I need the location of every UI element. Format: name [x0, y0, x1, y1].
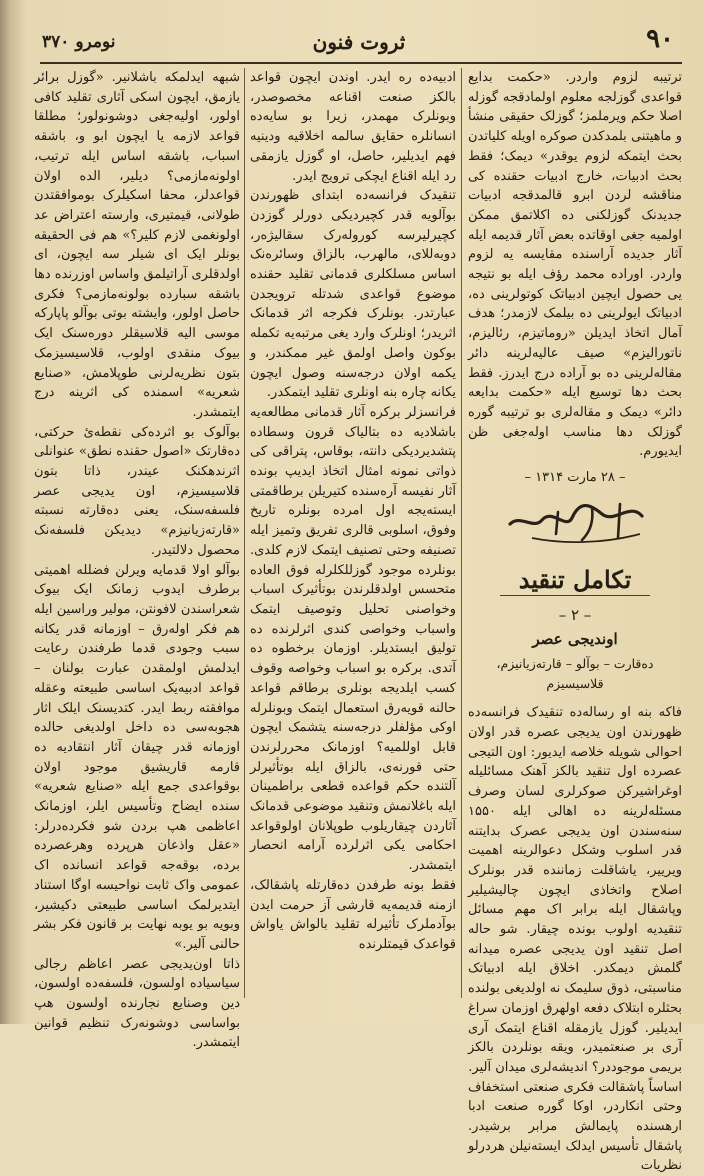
paragraph: ادبیه‌ده ره ایدر. اوندن ایچون قواعد بالکز صنعت اقناعه مخصوصدر، وبونلرک مهمدر، زیرا بو سایه‌ده انسانلره حقایق سالمه اخلاقیه ودینیه فهم ایدیلیر، حاصل، او گوزل یازمقی رد ایله اقناع ایچکی ترویج ایدر.	[250, 70, 456, 184]
paragraph: ذاتا اون‌یدیجی عصر اعاظم رجالی سیاسیاده اولسون، فلسفه‌ده اولسون، دین وصنایع نجارنده اولسون هپ بواساسی دوشونه‌رک تنظیم قوانین ایتمشدر.	[34, 956, 240, 1051]
paragraph: شبهه ایدلمکه باشلانیر. «گوزل برائر یازمق، ایچون اسکی آثاری تقلید کافی اولور، اولیه‌جغی دوشونولور؛ مطلقا قواعد لازمه یا ایچون ابو و، باشقه اسباب، باشقه اساس ایله ترتیب، اولونه‌مازمی؟ دیلیر، الده اولان قواعدلر، محفا اسکیلرک بوموافقتدن طولانی، قیمتیری، وارسته اعتراض عد اولونغمی لازم کلیر؟» هم فی الحقیقه بونلر ایک ای شیلر سه ایچون، ای اولدقلری آراتیلمق واساس اوزرنده دها باشقه سبارده بولونه‌مازمی؟ فکری حاصل اولور، وایشته بوتی بوآلو پاپارکه موسی الیه قلاسیقلر دوره‌سنک ایک بیوک منقدی اولوب، قلاسیسیزمک بتون نظریه‌لرنی طوپلامش، «صنایع شعریه» اسمنده کی اثرینه درج ایتمشدر.	[34, 70, 240, 420]
section-title: تکامل تنقید	[518, 564, 632, 594]
paragraph: تنقیدک فرانسه‌ده ابتدای ظهورندن بوآلویه قدر کچیردیکی دورلر گوزدن کچیرلیرسه کوروله‌رک سقالیژه‌ر، دوبه‌للای، مالهرب، بالزاق وسائره‌نک اساس مسلکلری قدمانی تقلید حقنده موضوع قواعدی شدتله ترویجدن عبارتدر. بونلرک فکرجه اثر قدمانک اثریدر؛ اونلرک وارد یغی مرتبه‌یه تکمله بوکون واصل اولمق غیر ممکندر، و یکمه اولان درجه‌سنه وصول ایچون یکانه چاره بنه اونلری تقلید ایتمکدر.	[250, 188, 456, 401]
page-number: ٩٠	[646, 24, 674, 54]
column-right	[468, 68, 682, 1174]
paragraph: بوآلوک بو اثرده‌کی نقطه‌ئ حرکتی، ده‌قارتک «اصول حقنده نطق» عنوانلی اثرندهکنک عیندر، ذاتا بتون قلاسیسیزم، اون یدیجی عصر فلسفه‌سنک، یعنی ده‌قارته نسبته «قارته‌زیانیزم» دیدیکن فلسفه‌نک محصول دلالتیدر.	[34, 424, 240, 558]
issue-number: نومرو ۳۷۰	[42, 32, 116, 52]
section-subtitle: اوندیجی عصر	[532, 630, 618, 649]
paragraph: بوآلو اولا قدمایه ویرلن فضلله اهمیتی برطرف ایدوب زمانک ایک بیوک شعراسندن لافونتن، مولیر وراسین ایله هم فکر اوله‌رق – اوزمانه قدر یکانه سبب وجودی قدما طرفندن رعایت ایدلمش اولمقدن عبارت بولنان – قواعد ادبیه‌یک اساسی طبیعته وعقله موافقته ربط ایدر. کتدیسنک ایلک اثار هجوبه‌سی ده داخل اولدیغی حالده اوزمانه قدر چیقان آثار انتقاد‌یه ده قارمه قاریشیق موجود اولان بوقواعدی جمع ایله «صنایع شعریه» سنده ایضاح وتأسیس ایلر، اوزمانک اعاظمی هپ بردن شو فکرده‌درلر: «عقل واذعان هرپرده وهرعصرده برده، بوقه‌جه قواعد انسانده اک عمومی واک ثابت نواحیسه اوگا استناد ایتدیرلمک اساسی طبیعتی دکیشیر، وبویه بو یوبه نهایت بر قانون فکر بشر حالنی آلیر.»	[34, 562, 240, 952]
author-signature	[468, 494, 682, 556]
paragraph: ترتیبه لزوم واردر. «حکمت بدایع قواعدی گوزلجه معلوم اولمادقجه گوزله اصلا حکم ویرملمز؛ گوزلک حقیقی منشأ و ماهیتنی بلمدکدن صوکره اویله کلیاتدن بحث ایتمکه لزوم یوقدر» دیمک؛ فقط بحث ادبیات، خارج ادبیات حقنده کی مناقشه لردن ابرو قالمدقجه ادبیات جدیدنک گوزلکنی ده اکلاتمق ممکن اولمیه جغی اوقاتده بعض آثار قدیمه ایله آثار جدیده آراسنده مقایسه یه لزوم واردر. اوراده محمد رؤف ایله بو نتیجه یی حصول ایچین ادبیاتک کوتولرینی ده، ادبیاتک ایولرینی ده بیلمک لازمدر؛ هدف آمال اتخاذ ایدیلن «روماتیزم، رئالیزم، ناتورالیزم» صیف عالیه‌لرینه دائر مقاله‌لرینی ده بو آراده درج ایدرز. فقط بحث دها توسیع ایله «حکمت بدایعه دائر» دیمک و مقاله‌لری بو ترتیبه گوره گوزلک دها مناسب اوله‌جغی ظن ایدیورم.	[468, 70, 682, 460]
column-divider	[461, 68, 462, 998]
paragraph: اساساً پاشقالت فکری صنعتی استخفاف وحتی انکاردر، اوکا گوره صنعت ادبا ارهسنده پایمالش مرابر برشیدر. پاشقال تأسیس ایدلک ایسته‌نیلن هردرلو نظریات	[468, 1079, 682, 1174]
section-subsubtitle: ده‌قارت – بوآلو – قارته‌زیانیزم، قلاسیسیزم	[496, 655, 654, 691]
journal-title: ثروت فنون	[312, 30, 406, 54]
paragraph: فاکه بنه او رساله‌ده تنقیدک فرانسه‌ده ظهورندن اون یدیجی عصره قدر اولان احوالی شویله خلاصه ایدیور: اون التیجی عصرده اول تنقید بالکز آهنک مسائلیله اوغراشیرکن صوکرلری لسان وصرف مسئله‌لرینه ده اهالی ایله ۱۵۵۰ سنه‌سندن اون یدیجی عصرک بدایتنه قدر اسلوب وشکل دعوالرینه اهمیت ویرییر، یاشاقلت زماننده قدر بونلرک اصلاح واتخاذی ایچون چالیشیلیر وپاشقال ایله برابر اک مهم مسائل تنقیدیه اولوب بونده چیقار. شو حاله اصل تنقید اون یدیجی عصره میدانه گلمش دیمکدر. اخلاق ایله ادبیاتک مناسبتی، ذوق سلیمک نه اولدیغی بولنده بحثلره ابتلاک دفعه اولهرق اوزمان سراغ ایدیلیر. گوزل یازمقله اقناع ایتمک آری آری بر صنعتمیدر، ویقه بونلردن بالکز بریمی موجوددر؟ اندیشه‌لری میدان آلیر.	[468, 705, 682, 1075]
paragraph: فقط بونه طرفدن ده‌قارتله پاشقالک، ازمنه قدیمه‌یه قارشی آز حرمت ایدن بوآدملرک تأثیرله تقلید بالواش یاواش قواعدک قیمتلرنده	[250, 877, 456, 952]
column-left	[34, 68, 240, 1051]
signature-icon	[502, 494, 652, 552]
section-rule	[500, 595, 650, 596]
section-number: – ۲ –	[558, 606, 592, 625]
paragraph: فرانسزلر برکره آثار قدمانی مطالعه‌یه باشلادیه ده بتالیاک قرون وسطاده پتشدیردیکی دانته، بوقاس، پتراقی کی ذواتی نمونه امثال اتخاذ ایدیپ بونده آثار نفیسه آره‌سنده کتیریلن برطاقمتی ایسته‌یجه اول امرده بونلره تاریخ وفوق، اسلوبی قالری تفریق وتمیز ایله تصنیفه وحتی تصنیف ایتمک لازم کلدی. بونلرده موجود گوزللکلرله فوق العاده متحسس اولدقلرندن بوتأثیرک اسباب وخواصنی تحلیل وتوصیف ایتمک واسباب وخواصی کندی اثرلرنده ده تولیق ایستدیلر. اوزمان برخطوه ده آتدی. برکره بو اسباب وخواصه وقوف کسب ایلدیجه بونلری برطاقم قواعد حالنه قویه‌رق استعمال ایتمک وبونلرله اوکی مؤلفلر درجه‌سنه یتشمک ایچون قابل اوللمیه؟ اوزمانک محررلرندن حتی قورنه‌ی، بالزاق ایله بوتأثیرلر آلتنده حکم قواعده قطعی براطمینان ایله باغلانمش وتنقید موضوعی قدمانک آثاردن چیقاریلوب طوپلانان اولوقواعد احکامی یکی اثرلرده آرامه انحصار ایتمشدر.	[250, 404, 456, 874]
column-divider	[244, 68, 245, 998]
page-header	[34, 24, 684, 66]
article-date: – ۲۸ مارت ۱۳۱۴ –	[524, 470, 626, 486]
column-middle	[250, 68, 456, 998]
header-rule	[40, 62, 682, 64]
